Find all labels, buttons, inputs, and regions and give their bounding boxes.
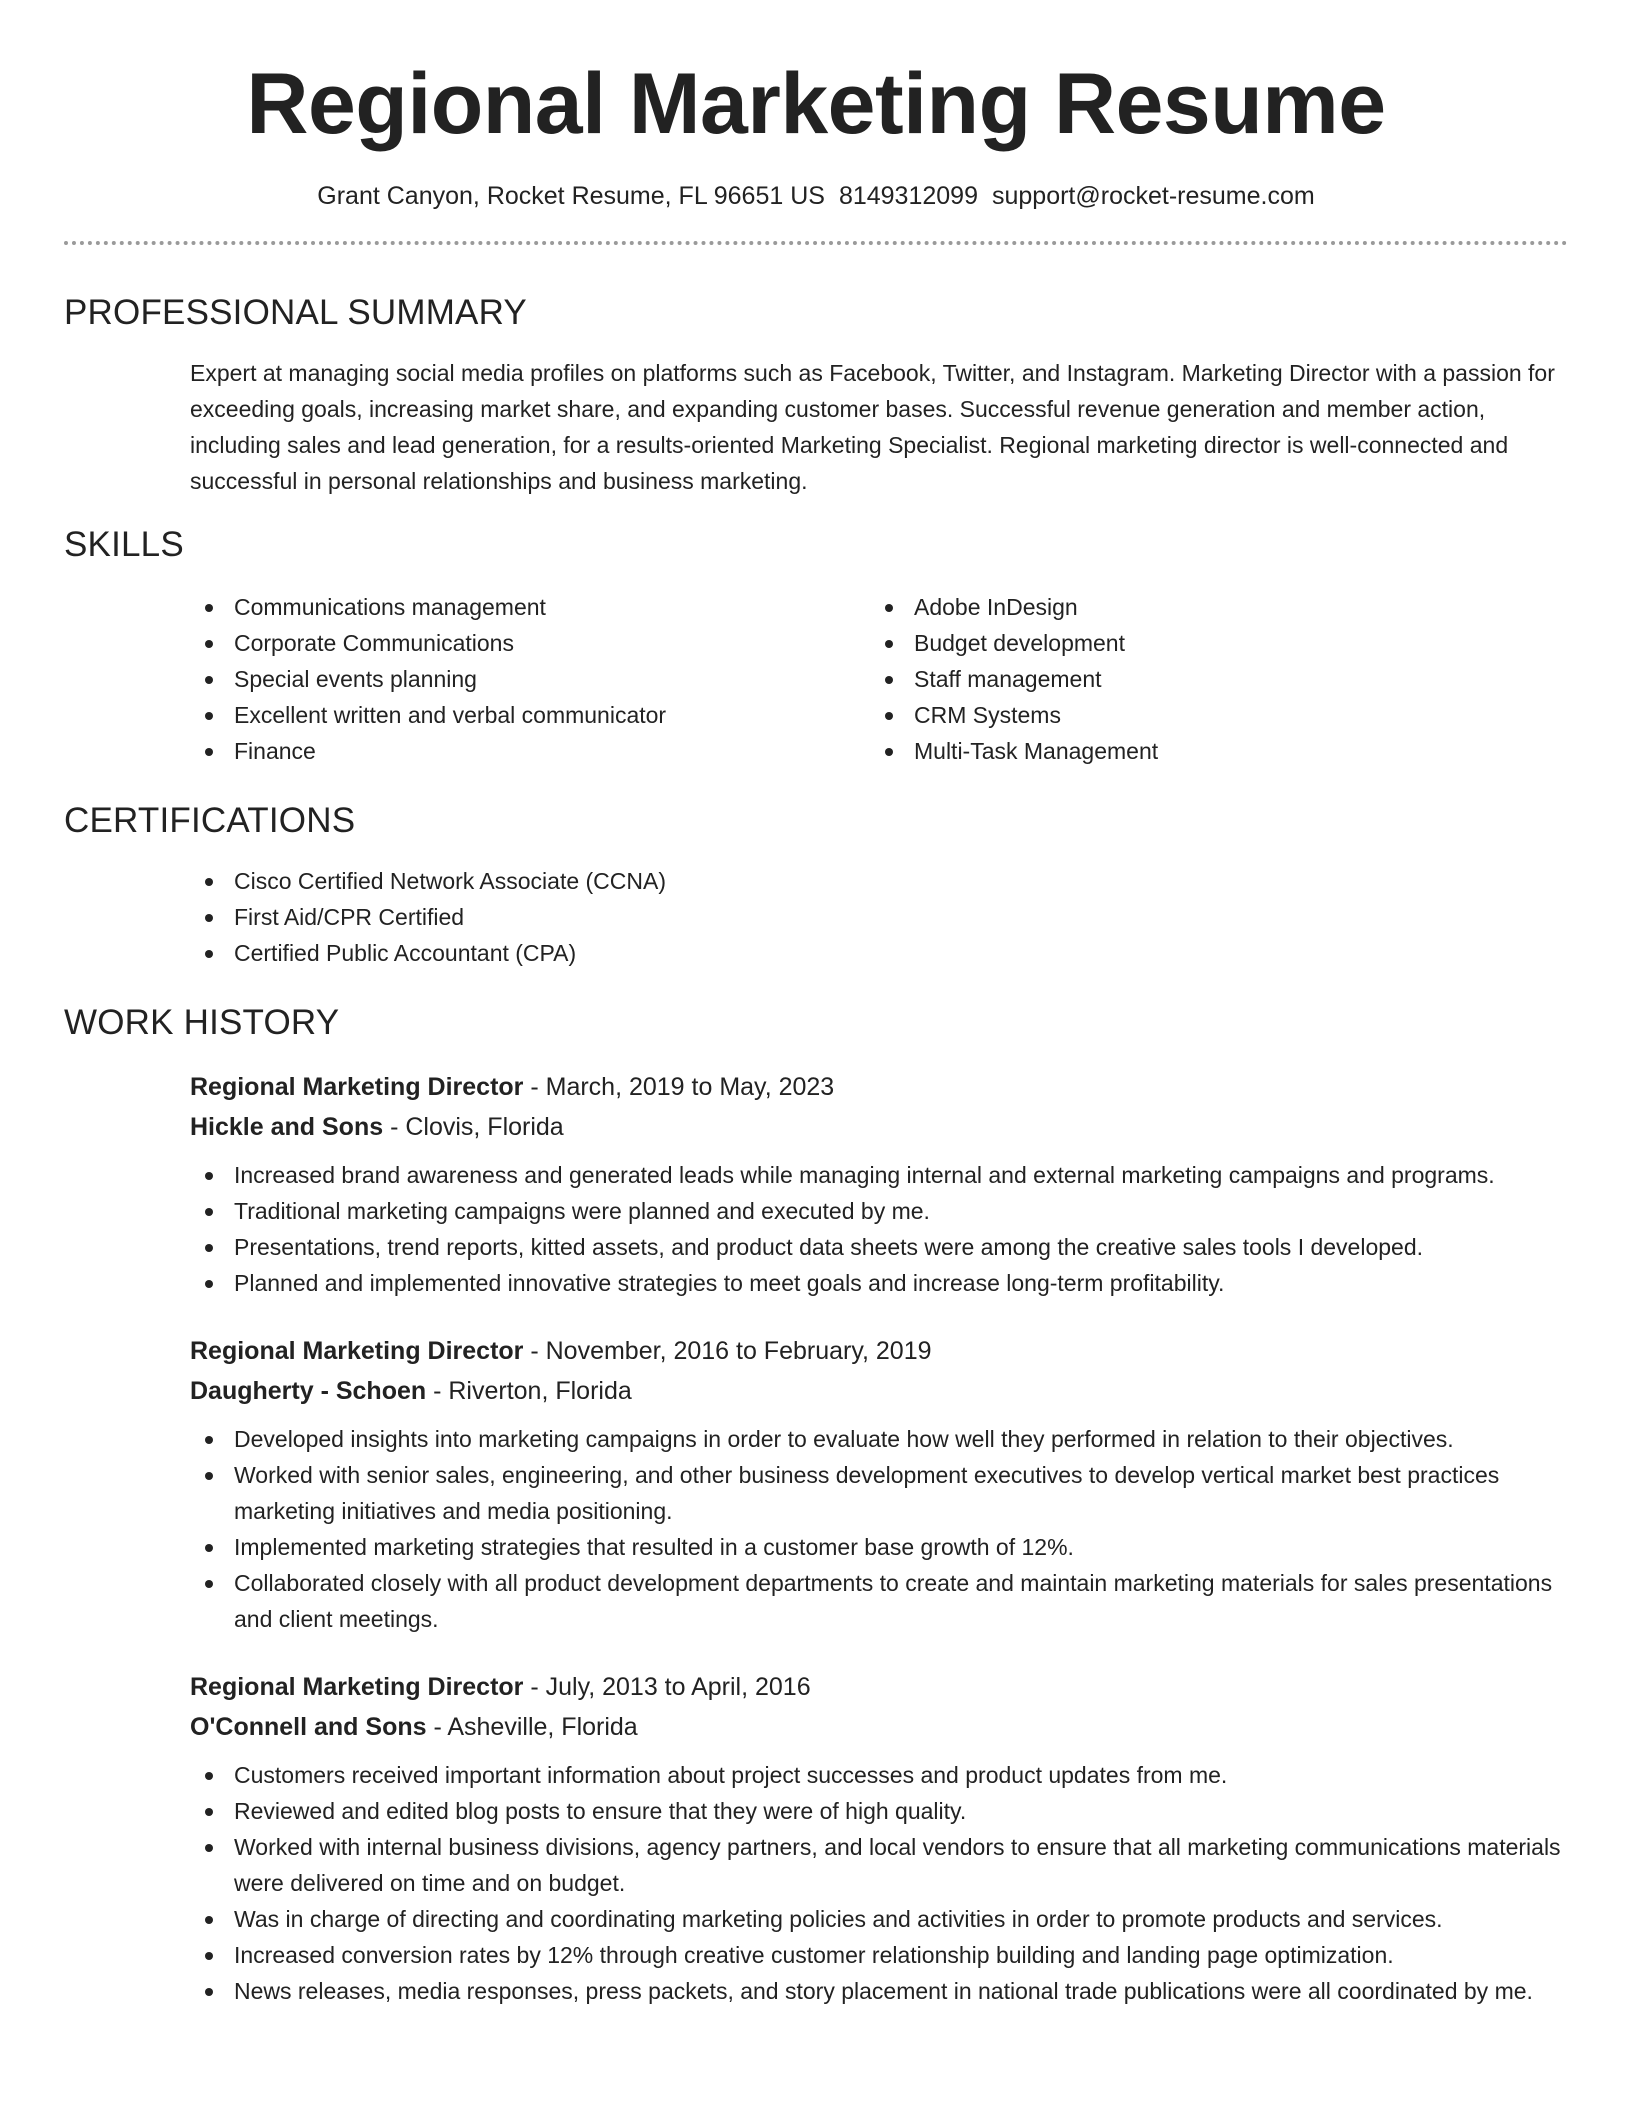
- resume-page: [64, 0, 1568, 2009]
- skill-item: Excellent written and verbal communicator: [190, 697, 870, 733]
- job-company: Hickle and Sons: [190, 1113, 384, 1141]
- job-bullet: Reviewed and edited blog posts to ensure that they were of high quality.: [190, 1793, 1568, 1829]
- job-company: Daugherty - Schoen: [190, 1377, 427, 1405]
- job-bullet: Worked with senior sales, engineering, and other business development executives to develop vertical market best practices marketing initiatives and media positioning.: [190, 1457, 1568, 1529]
- job-bullet: Collaborated closely with all product development departments to create and maintain marketing materials for sales presentations and client meetings.: [190, 1565, 1568, 1637]
- job-title-line: [190, 1067, 1568, 1107]
- job-location: - Clovis, Florida: [383, 1113, 564, 1141]
- skill-item: Multi-Task Management: [870, 733, 1550, 769]
- job-bullet: Increased conversion rates by 12% through creative customer relationship building and landing page optimization.: [190, 1937, 1568, 1973]
- header-divider: [64, 241, 1568, 245]
- certification-item: Cisco Certified Network Associate (CCNA): [190, 863, 1568, 899]
- certification-item: Certified Public Accountant (CPA): [190, 935, 1568, 971]
- job-title: Regional Marketing Director: [190, 1073, 524, 1101]
- job-dates: - November, 2016 to February, 2019: [523, 1337, 932, 1365]
- certifications-heading: CERTIFICATIONS: [64, 801, 356, 840]
- job-company-line: [190, 1371, 1568, 1411]
- job-dates: - March, 2019 to May, 2023: [523, 1073, 835, 1101]
- skill-item: Adobe InDesign: [870, 589, 1550, 625]
- work-history-heading: WORK HISTORY: [64, 1003, 340, 1042]
- job-title-line: [190, 1331, 1568, 1371]
- skills-heading: SKILLS: [64, 525, 184, 564]
- job-bullet: Worked with internal business divisions, agency partners, and local vendors to ensure that all marketing communications materials were delivered on time and on budget.: [190, 1829, 1568, 1901]
- job-bullet: News releases, media responses, press packets, and story placement in national trade publications were all coordinated by me.: [190, 1973, 1568, 2009]
- job-location: - Asheville, Florida: [426, 1713, 638, 1741]
- job-entry: [190, 1067, 1568, 1301]
- job-location: - Riverton, Florida: [426, 1377, 632, 1405]
- skill-item: Budget development: [870, 625, 1550, 661]
- job-bullet: Increased brand awareness and generated leads while managing internal and external marketing campaigns and programs.: [190, 1157, 1568, 1193]
- job-bullet-list: [190, 1157, 1568, 1301]
- contact-phone: 8149312099: [838, 182, 978, 210]
- job-company: O'Connell and Sons: [190, 1713, 427, 1741]
- contact-address: Grant Canyon, Rocket Resume, FL 96651 US: [317, 182, 825, 210]
- skills-list-right: [870, 589, 1550, 769]
- job-bullet: Implemented marketing strategies that resulted in a customer base growth of 12%.: [190, 1529, 1568, 1565]
- skill-item: Special events planning: [190, 661, 870, 697]
- job-company-line: [190, 1707, 1568, 1747]
- skills-list-left: [190, 589, 870, 769]
- job-bullet: Was in charge of directing and coordinating marketing policies and activities in order to promote products and services.: [190, 1901, 1568, 1937]
- job-bullet: Traditional marketing campaigns were planned and executed by me.: [190, 1193, 1568, 1229]
- job-bullet-list: [190, 1421, 1568, 1637]
- skill-item: Corporate Communications: [190, 625, 870, 661]
- certifications-list: [190, 863, 1568, 971]
- job-title: Regional Marketing Director: [190, 1673, 524, 1701]
- job-title: Regional Marketing Director: [190, 1337, 524, 1365]
- job-company-line: [190, 1107, 1568, 1147]
- skill-item: CRM Systems: [870, 697, 1550, 733]
- job-bullet: Customers received important information about project successes and product updates from me.: [190, 1757, 1568, 1793]
- certification-item: First Aid/CPR Certified: [190, 899, 1568, 935]
- job-bullet: Developed insights into marketing campaigns in order to evaluate how well they performed in relation to their objectives.: [190, 1421, 1568, 1457]
- contact-line: [64, 180, 1568, 212]
- job-bullet: Planned and implemented innovative strategies to meet goals and increase long-term profitability.: [190, 1265, 1568, 1301]
- job-bullet-list: [190, 1757, 1568, 2009]
- skill-item: Finance: [190, 733, 870, 769]
- resume-title: Regional Marketing Resume: [246, 56, 1386, 152]
- summary-text: Expert at managing social media profiles on platforms such as Facebook, Twitter, and Instagram. Marketing Director with a passion for exceeding goals, increasing market share, and expanding customer bases. Successful revenue generation and member action, including sales and lead generation, for a results-oriented Marketing Specialist. Regional marketing director is well-connected and successful in personal relationships and business marketing.: [190, 360, 1555, 494]
- skill-item: Communications management: [190, 589, 870, 625]
- contact-email[interactable]: support@rocket-resume.com: [991, 182, 1315, 210]
- job-title-line: [190, 1667, 1568, 1707]
- skill-item: Staff management: [870, 661, 1550, 697]
- job-entry: [190, 1331, 1568, 1637]
- job-entry: [190, 1667, 1568, 2009]
- skills-grid: [190, 589, 1568, 769]
- summary-heading: PROFESSIONAL SUMMARY: [64, 293, 527, 332]
- job-dates: - July, 2013 to April, 2016: [523, 1673, 811, 1701]
- job-bullet: Presentations, trend reports, kitted assets, and product data sheets were among the creative sales tools I developed.: [190, 1229, 1568, 1265]
